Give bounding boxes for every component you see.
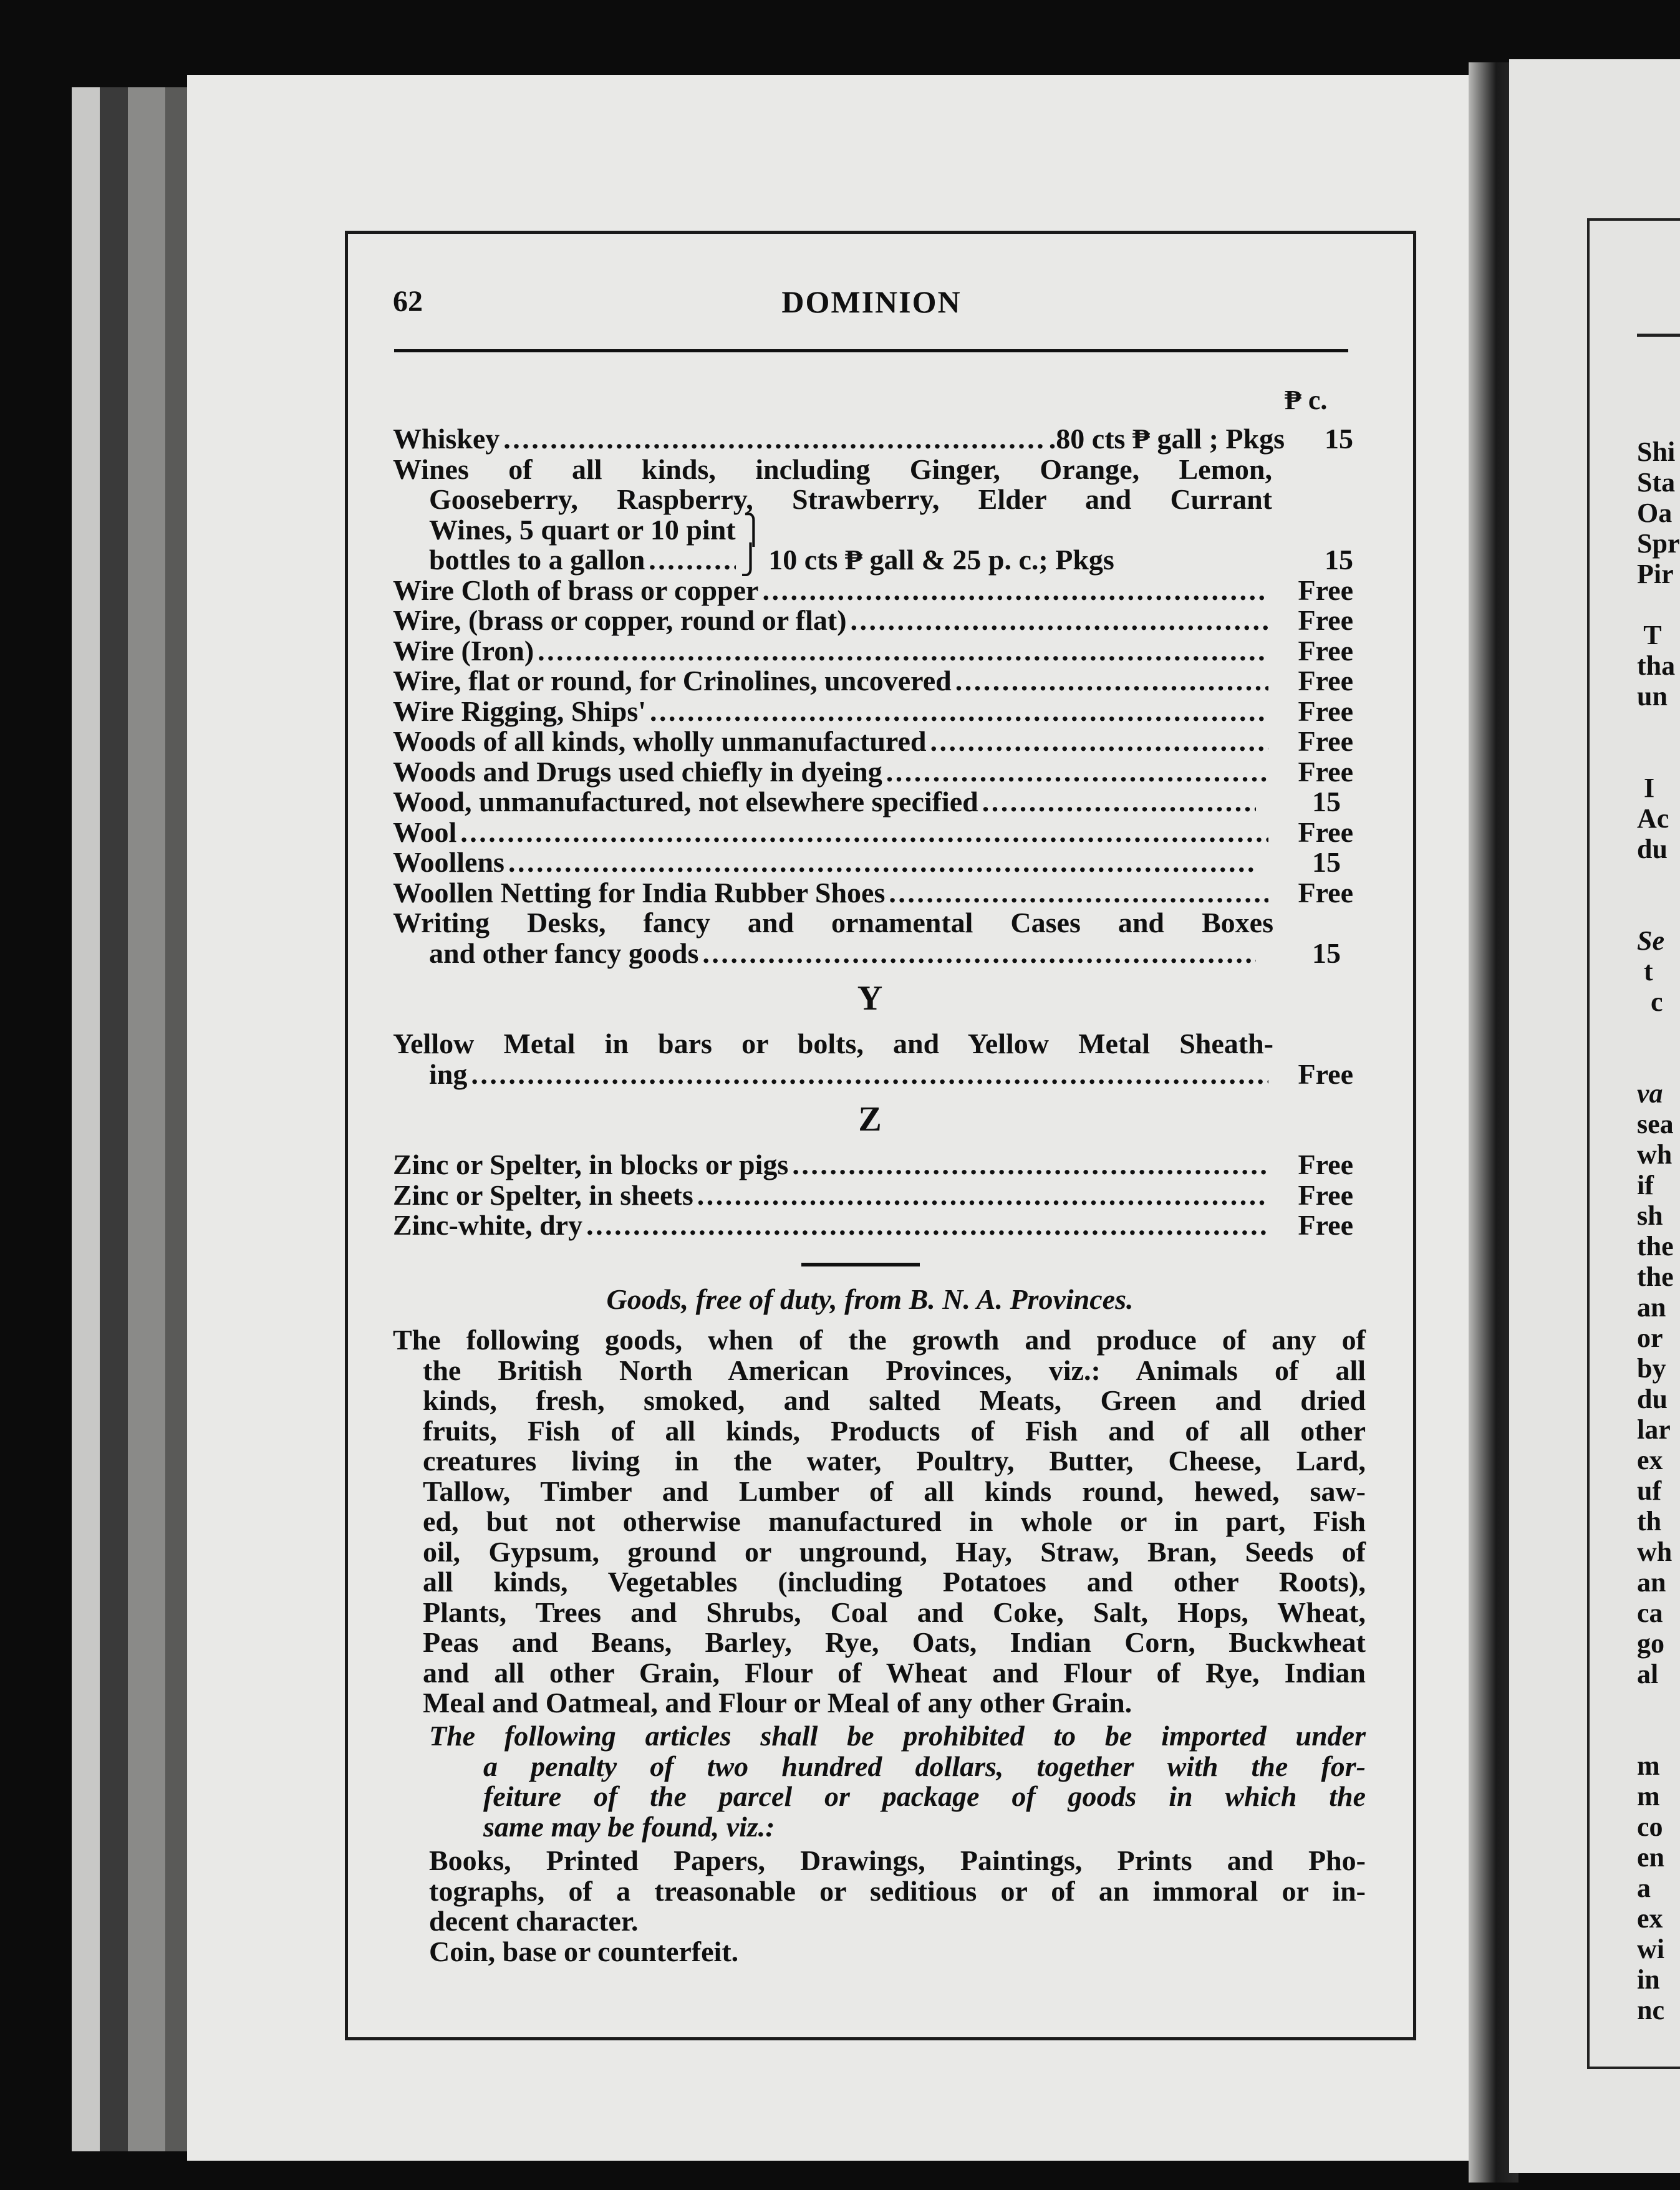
page-header [393,284,1350,324]
facing-page-fragment: Oa [1637,498,1673,528]
entry-value: Free [1298,1058,1353,1090]
tariff-entry [393,1029,1366,1089]
dot-leader [503,424,1045,454]
facing-page-fragment: Spr [1637,528,1680,559]
entry-description: Zinc or Spelter, in blocks or pigs [393,1149,789,1180]
entry-value: 15 [1325,544,1353,576]
facing-page-fragment: in [1637,1964,1660,1995]
paragraph-line: Books, Printed Papers, Drawings, Paintings, Prints and Pho- [429,1845,1366,1876]
entry-description: Wines, 5 quart or 10 pint [429,513,736,546]
entry-description: Wire, (brass or copper, round or flat) [393,604,847,636]
paragraph-line: The following articles shall be prohibited to be imported under [429,1720,1366,1752]
entry-value: 15 [1312,937,1341,969]
brace-top: ⎫ [735,513,765,546]
dot-leader [889,878,1268,908]
entry-description: Whiskey [393,423,500,455]
facing-page-fragment: th [1637,1506,1662,1536]
dot-leader [460,818,1268,847]
facing-page-fragment: the [1637,1231,1674,1261]
dot-leader [586,1210,1268,1240]
facing-page-fragment: du [1637,1384,1668,1414]
facing-page-fragment: a [1637,1873,1651,1903]
book-edge-light [72,87,100,2151]
facing-page-fragment: uf [1637,1475,1662,1506]
facing-page-fragment: if [1637,1170,1654,1200]
entry-value: Free [1298,1179,1353,1211]
dot-leader [792,1150,1268,1180]
facing-page-fragment: an [1637,1292,1666,1323]
dot-leader [886,757,1268,787]
facing-page-fragment: Sta [1637,467,1676,498]
entry-description: Wire, flat or round, for Crinolines, uncovered [393,665,952,697]
facing-page-fragment: du [1637,834,1668,864]
tariff-entry [393,576,1366,606]
paragraph-line: and all other Grain, Flour of Wheat and Flour of Rye, Indian [423,1656,1366,1689]
entry-description: bottles to a gallon [429,544,645,576]
entry-description: Wines of all kinds, including Ginger, Orange, Lemon, [393,453,1272,485]
entry-description: Wire Rigging, Ships' [393,695,647,727]
entry-value: Free [1298,1149,1353,1180]
tariff-entry [393,757,1366,788]
facing-page-fragment: ca [1637,1598,1663,1628]
entry-description: Wire Cloth of brass or copper [393,574,759,606]
paragraph-line: Tallow, Timber and Lumber of all kinds round, hewed, saw- [423,1475,1366,1507]
entry-description-row [393,515,1233,546]
entry-rate: .80 cts ₱ gall ; Pkgs [1048,423,1285,455]
facing-page-fragment: wi [1637,1934,1664,1964]
entry-description: Wood, unmanufactured, not elsewhere specified [393,786,978,818]
entry-rate: 10 cts ₱ gall & 25 p. c.; Pkgs [768,544,1114,576]
section-letter-y: Y [857,979,883,1018]
paragraph-line: Meal and Oatmeal, and Flour or Meal of any other Grain. [423,1687,1132,1719]
entry-value: 15 [1325,423,1353,455]
page-number: 62 [393,285,423,318]
tariff-entry [393,666,1366,697]
entry-value: 15 [1312,786,1341,818]
tariff-entry [393,1210,1366,1241]
entry-value: Free [1298,695,1353,727]
header-rule [394,349,1348,352]
paragraph-line: Coin, base or counterfeit. [429,1935,739,1967]
entry-description: Writing Desks, fancy and ornamental Cases and Boxes [393,907,1273,938]
facing-page-fragment: m [1637,1750,1660,1781]
paragraph-line: all kinds, Vegetables (including Potatoes and other Roots), [423,1566,1366,1598]
entry-description: Wool [393,816,457,848]
facing-page-fragment: T [1637,620,1662,650]
facing-page-fragment: m [1637,1781,1660,1811]
entry-description: Woollen Netting for India Rubber Shoes [393,876,886,909]
facing-page-fragment: Se [1637,925,1664,956]
entry-description: and other fancy goods [429,937,699,969]
tariff-entry [393,818,1366,848]
facing-page-fragment: un [1637,681,1668,712]
facing-page-fragment: an [1637,1567,1666,1598]
entry-description-row [393,545,1366,576]
facing-page-fragment: wh [1637,1139,1673,1170]
prohibited-paragraph [393,1721,1366,1842]
entry-value: Free [1298,1209,1353,1241]
facing-page-rule [1637,334,1680,337]
facing-page-fragment: go [1637,1628,1664,1659]
paragraph-line: same may be found, viz.: [483,1810,775,1843]
dot-leader [762,576,1268,605]
paragraph-line: oil, Gypsum, ground or unground, Hay, Straw, Bran, Seeds of [423,1535,1366,1568]
tariff-entry [393,1150,1366,1180]
section-rule [801,1263,920,1266]
paragraph-line: a penalty of two hundred dollars, together with the for- [483,1750,1366,1782]
tariff-entry [393,424,1366,455]
facing-page-fragment: I [1637,773,1655,803]
facing-page-fragment: en [1637,1842,1664,1873]
dot-leader [508,847,1256,877]
tariff-entry [393,455,1366,576]
paragraph-line: ed, but not otherwise manufactured in whole or in part, Fish [423,1505,1366,1537]
entry-description: Woods and Drugs used chiefly in dyeing [393,755,882,788]
tariff-entry [393,847,1366,878]
facing-page-fragment: Pir [1637,559,1674,589]
tariff-list [393,424,1366,1241]
facing-page-fragment: Shi [1637,437,1676,467]
running-head: DOMINION [781,284,962,319]
entry-value: Free [1298,634,1353,667]
section-letter-z: Z [858,1100,882,1139]
dot-leader [851,605,1268,635]
book-edge-dark [100,87,128,2151]
entry-description: Woods of all kinds, wholly unmanufactured [393,725,927,757]
column-heading: ₱ c. [1285,385,1328,415]
facing-page-fragment: nc [1637,1995,1664,2025]
entry-description: Zinc-white, dry [393,1209,583,1241]
tariff-entry [393,787,1366,818]
facing-page-fragment: sea [1637,1109,1674,1139]
entry-description: Yellow Metal in bars or bolts, and Yellow Metal Sheath- [393,1028,1273,1059]
paragraph-line: kinds, fresh, smoked, and salted Meats, Green and dried [423,1384,1366,1416]
paragraph-line: feiture of the parcel or package of goods in which the [483,1780,1366,1812]
facing-page-fragment: the [1637,1261,1674,1292]
tariff-entry [393,908,1366,968]
facing-page-fragment: Ac [1637,803,1669,834]
dot-leader [955,666,1268,696]
facing-page-fragment: tha [1637,650,1676,681]
facing-page-fragment: lar [1637,1414,1671,1445]
entry-value: Free [1298,816,1353,848]
dot-leader [982,787,1256,817]
facing-page-fragment: c [1637,986,1663,1017]
book-edge-inner [165,87,190,2151]
paragraph-line: decent character. [429,1905,639,1937]
paragraph-line: tographs, of a treasonable or seditious or of an immoral or in- [429,1874,1366,1907]
bna-paragraph [393,1325,1366,1719]
dot-leader [650,697,1268,726]
tariff-entry [393,1180,1366,1211]
entry-value: Free [1298,604,1353,636]
dot-leader [538,636,1268,666]
entry-value: Free [1298,665,1353,697]
entry-value: Free [1298,725,1353,757]
tariff-entry [393,878,1366,909]
dot-leader [649,545,736,575]
entry-description: Zinc or Spelter, in sheets [393,1179,693,1211]
entry-value: Free [1298,876,1353,909]
paragraph-line: fruits, Fish of all kinds, Products of Fish and of all other [423,1414,1366,1447]
book-edge-mid [128,87,165,2151]
entry-value: 15 [1312,846,1341,878]
entry-description: ing [429,1058,468,1090]
paragraph-line: Plants, Trees and Shrubs, Coal and Coke, Salt, Hops, Wheat, [423,1596,1366,1628]
paragraph-line: creatures living in the water, Poultry, Butter, Cheese, Lard, [423,1445,1366,1477]
tariff-entry [393,636,1366,667]
tariff-entry [393,726,1366,757]
facing-page-fragment: co [1637,1811,1663,1842]
facing-page-fragment: va [1637,1078,1663,1109]
entry-description-row [393,1059,1366,1090]
facing-page-fragment: al [1637,1659,1659,1689]
dot-leader [930,726,1269,756]
entry-description: Gooseberry, Raspberry, Strawberry, Elder and Currant [429,483,1272,515]
facing-page-fragment: by [1637,1353,1666,1384]
facing-page-fragment: wh [1637,1536,1673,1567]
prohibited-items [393,1846,1366,1967]
facing-page-fragment: ex [1637,1903,1663,1934]
entry-value: Free [1298,755,1353,788]
brace-bottom: ⎭ [740,544,769,576]
facing-page-fragment: or [1637,1323,1663,1353]
paragraph-line: The following goods, when of the growth and produce of any of [393,1324,1366,1356]
tariff-entry [393,605,1366,636]
paragraph-line: the British North American Provinces, viz.: Animals of all [423,1354,1366,1386]
entry-description: Wire (Iron) [393,634,534,667]
entry-description-row [393,938,1366,969]
dot-leader [697,1180,1268,1210]
facing-page-fragment: ex [1637,1445,1663,1475]
paragraph-line: Peas and Beans, Barley, Rye, Oats, Indian Corn, Buckwheat [423,1626,1366,1658]
bna-heading: Goods, free of duty, from B. N. A. Provinces. [606,1283,1134,1315]
entry-description: Woollens [393,846,504,878]
tariff-entry [393,697,1366,727]
entry-value: Free [1298,574,1353,606]
facing-page-fragment: t [1637,956,1653,986]
dot-leader [471,1059,1268,1089]
facing-page-fragment: sh [1637,1200,1663,1231]
dot-leader [702,938,1256,968]
